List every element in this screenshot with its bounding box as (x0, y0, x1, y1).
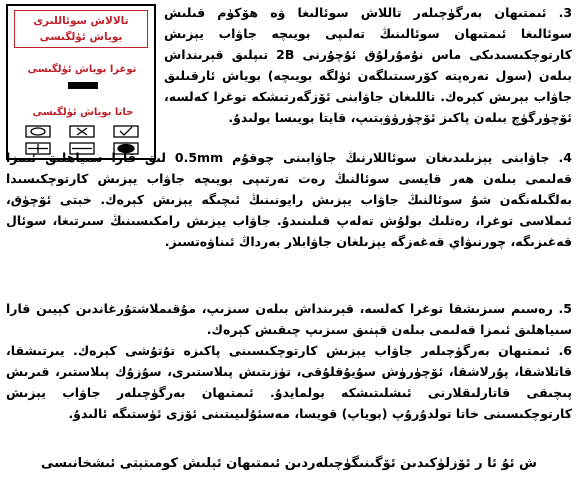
instruction-paragraph-4 (6, 147, 572, 252)
correct-fill-mark (68, 82, 98, 89)
paragraph-number: 4. (558, 150, 572, 165)
paragraph-number: 6. (558, 343, 572, 358)
answer-card-sample (6, 4, 156, 160)
issuing-office-footer: ش ئۇ ئا ر ئۆزلۈكىدىن ئۆگىنىگۈچىلەردىن ئىمتىھان ئېلىش كومىتېتى ئىشخانىسى (41, 456, 537, 471)
card-title: تالالاش سوئاللىرى بوياش ئۈلگىسى (14, 10, 148, 48)
instruction-paragraph-6 (6, 340, 572, 424)
instruction-paragraph-5 (6, 298, 572, 340)
paragraph-text: رەسىم سىزىشقا توغرا كەلسە، قېرىنداش بىلەن سىزىپ، مۇقىملاشتۇرغاندىن كېيىن قارا سىياھلىق ئىمزا قەلىمى بىلەن قېنىق سىزىپ چىقىش كېرەك. (6, 301, 572, 337)
instruction-paragraph-3 (164, 2, 572, 128)
circle-mark-icon (31, 128, 45, 135)
paragraph-text: ئىمتىھان بەرگۈچىلەر جاۋاب يېزىش كارتوچكىسىنى پاكىزە تۇتۇشى كېرەك. يىرتىشقا، قاتلاشقا، پۇرلاشقا، ئۆچۈرۈش سۇيۇقلۇقى، تۈزىتىش پىلاستىرى، سۇزۇك پىلاستىر، قىرىش پىچىقى قاتارلىقلارنى ئىشلىتىشكە بولمايدۇ. ئىمتىھان بەرگۈچىلەر جاۋاب يېزىش كارتوچكىسىنى خاتا تولدۇرۇپ (بوياپ) قويسا، مەسئۇلىيىتىنى ئۆزى ئۈستىگە ئالىدۇ. (6, 343, 572, 421)
paragraph-number: 3. (558, 5, 573, 20)
paragraph-text: جاۋابنى يېزىلىدىغان سوئاللارنىڭ جاۋابىنى چوقۇم 0.5mm لىق قارا سىياھلىق ئىمزا قەلىمى بىلەن ھەر قايسى سوئالنىڭ رەت تەرتىپى بويىچە جاۋاب يېزىش كارتوچكىسىدا بەلگىلەنگەن شۇ سوئالنىڭ جاۋاب يېزىش رايونىنىڭ ئىچىگە يېزىش كېرەك. خېتى ئۆچۈق، ئىملاسى توغرا، رەتلىك بولۇش تەلەپ قىلىنىدۇ. جاۋاب يېزىش رامكىسىنىڭ سىرتىغا، سوئال قەغىزىگە، چورنىۋاي قەغەزگە يېزىلغان جاۋابلار بەرداڭ ئىناۋەتسىز. (6, 150, 572, 249)
correct-sample-label: توغرا بوياش ئۈلگىسى (27, 64, 137, 75)
check-mark-icon (120, 127, 132, 135)
wrong-sample-label: خاتا بوياش ئۈلگىسى (32, 107, 134, 118)
check-mark-box (114, 126, 138, 137)
paragraph-number: 5. (558, 301, 572, 316)
cross-mark-icon (77, 128, 87, 135)
paragraph-text: ئىمتىھان بەرگۈچىلەر تاللاش سوئالىغا ۋە ھۆكۈم قىلىش سوئالىغا ئىمتىھان سوئالىنىڭ تەلىپى بويىچە جاۋاب يېزىش كارتوچكىسىدىكى ماس نۇمۇرلۇق ئۇچۇرنى 2B تىپلىق قېرىنداش بىلەن (سول تەرەپتە كۆرسىتىلگەن ئۈلگە بويىچە) بوياش ئارقىلىق جاۋاب بېرىش كېرەك. تاللىغان جاۋابنى ئۆزگەرتىشكە توغرا كەلسە، ئۆچۈرگۈچ بىلەن پاكىز ئۆچۈرۈۋېتىپ، قايتا بويىسا بولىدۇ. (164, 5, 573, 125)
